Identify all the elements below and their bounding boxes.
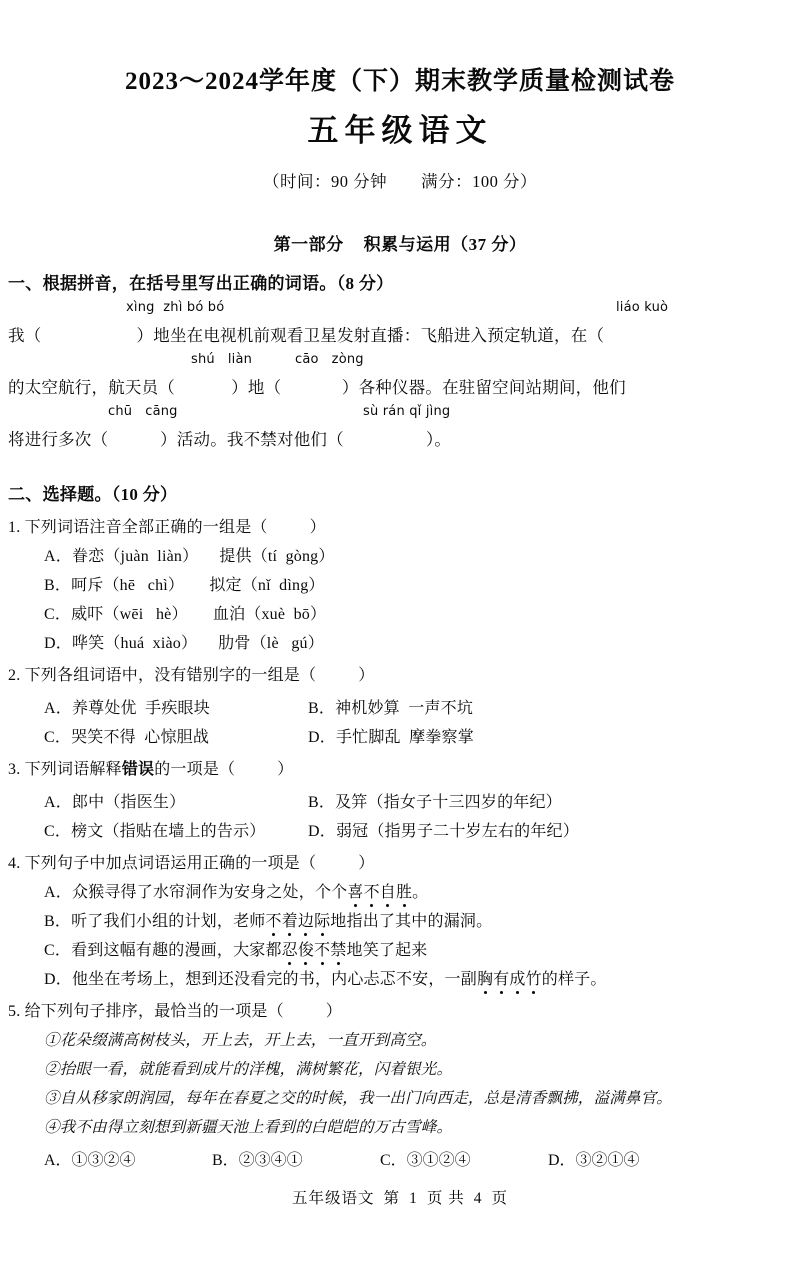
option-text-pre: A．众猴寻得了水帘洞作为安身之处，个个 xyxy=(44,883,348,901)
option-d[interactable]: D．手忙脚乱 摩拳察掌 xyxy=(308,728,474,746)
fill-line xyxy=(8,300,800,352)
exam-meta xyxy=(0,148,800,192)
exam-total-score: 满分：100 分） xyxy=(421,171,537,191)
fill-line-text[interactable]: 我（ ）地坐在电视机前观看卫星发射直播：飞船进入预定轨道，在（ xyxy=(8,325,605,345)
option-a[interactable]: A．郎中（指医生） xyxy=(44,793,186,811)
question-text: 给下列句子排序，最恰当的一项是（ ） xyxy=(24,1002,343,1020)
footer-page-pre: 第 xyxy=(383,1190,401,1207)
question-number: 3. xyxy=(8,760,21,778)
option-d[interactable] xyxy=(8,960,800,989)
option-row xyxy=(8,783,800,812)
option-emphasis: 喜不自胜 xyxy=(347,884,412,901)
question-stem xyxy=(8,653,800,685)
question-stem xyxy=(8,505,800,537)
question-3 xyxy=(0,747,800,841)
question-text: 下列各组词语中，没有错别字的一组是（ ） xyxy=(24,666,375,684)
option-list xyxy=(8,537,800,653)
footer-page-mid: 页 共 xyxy=(426,1190,465,1207)
fill-line xyxy=(8,352,800,404)
pinyin-fill-block xyxy=(0,294,800,456)
option-text-post: 地指出了其中的漏洞。 xyxy=(330,912,493,930)
option-text-post: 地笑了起来 xyxy=(346,941,428,959)
option-c[interactable]: C．榜文（指贴在墙上的告示） xyxy=(44,822,266,840)
option-text-post: 的样子。 xyxy=(541,970,607,988)
exam-time: （时间：90 分钟 xyxy=(263,171,388,191)
option-a[interactable]: A．①③②④ xyxy=(44,1151,136,1169)
footer-total-pages: 4 xyxy=(473,1190,483,1207)
question-number: 4. xyxy=(8,854,21,872)
question-1 xyxy=(0,505,800,653)
option-a[interactable]: A．眷恋（juàn liàn） 提供（tí gòng） xyxy=(44,547,335,565)
question-stem xyxy=(8,989,800,1021)
question-text: 下列句子中加点词语运用正确的一项是（ ） xyxy=(24,854,375,872)
option-a[interactable] xyxy=(8,873,800,902)
option-row xyxy=(8,812,800,841)
footer-subject: 五年级语文 xyxy=(292,1190,375,1207)
option-row xyxy=(8,718,800,747)
question-text-post: 的一项是（ ） xyxy=(154,760,294,778)
page-title: 2023～2024学年度（下）期末教学质量检测试卷 xyxy=(124,68,675,95)
pinyin-hint: sù rán qǐ jìng xyxy=(363,403,451,419)
question-number: 1. xyxy=(8,518,21,536)
option-b[interactable]: B．神机妙算 一声不坑 xyxy=(308,699,474,717)
part-name: 积累与运用（37 分） xyxy=(363,234,527,254)
subject-title: 五年级语文 xyxy=(307,112,493,148)
sentence-list xyxy=(8,1021,800,1137)
option-emphasis: 不着边际 xyxy=(265,913,330,930)
question-number: 2. xyxy=(8,666,21,684)
question-4 xyxy=(0,841,800,989)
question-5 xyxy=(0,989,800,1170)
question-text: 下列词语注音全部正确的一组是（ ） xyxy=(24,518,326,536)
option-d[interactable]: D．③②①④ xyxy=(548,1151,640,1169)
option-d[interactable]: D．弱冠（指男子二十岁左右的年纪） xyxy=(308,822,579,840)
option-a[interactable]: A．养尊处优 手疾眼块 xyxy=(44,699,210,717)
question-number: 5. xyxy=(8,1002,21,1020)
fill-line-text[interactable]: 将进行多次（ ）活动。我不禁对他们（ ）。 xyxy=(8,429,452,449)
sentence-item-4: ④我不由得立刻想到新疆天池上看到的白皑皑的万古雪峰。 xyxy=(44,1118,453,1136)
option-row xyxy=(8,689,800,718)
section-two-heading: 二、选择题。（10 分） xyxy=(8,484,178,504)
pinyin-hint: shú liàn xyxy=(191,351,253,367)
option-emphasis: 胸有成竹 xyxy=(477,971,542,988)
section-one-heading: 一、根据拼音，在括号里写出正确的词语。（8 分） xyxy=(8,273,394,293)
footer-page-number: 1 xyxy=(409,1190,418,1207)
pinyin-hint: liáo kuò xyxy=(616,299,669,315)
sentence-item-3: ③自从移家朗润园，每年在春夏之交的时候，我一出门向西走，总是清香飘拂，溢满鼻官。 xyxy=(44,1089,673,1107)
fill-line xyxy=(8,404,800,456)
fill-line-text[interactable]: 的太空航行，航天员（ ）地（ ）各种仪器。在驻留空间站期间，他们 xyxy=(8,377,626,397)
question-text-pre: 下列词语解释 xyxy=(24,760,122,778)
option-d[interactable]: D．哗笑（huá xiào） 肋骨（lè gú） xyxy=(44,634,324,652)
option-b[interactable]: B．呵斥（hē chì） 拟定（nǐ dìng） xyxy=(44,576,325,594)
question-2 xyxy=(0,653,800,747)
page-footer xyxy=(0,1186,800,1208)
option-c[interactable]: C．哭笑不得 心惊胆战 xyxy=(44,728,210,746)
option-list xyxy=(8,1137,800,1170)
sentence-item-2: ②抬眼一看，就能看到成片的洋槐，满树繁花，闪着银光。 xyxy=(44,1060,453,1078)
option-c[interactable] xyxy=(8,931,800,960)
option-text-pre: B．听了我们小组的计划，老师 xyxy=(44,912,266,930)
question-stem xyxy=(8,841,800,873)
option-c[interactable]: C．威吓（wēi hè） 血泊（xuè bō） xyxy=(44,605,327,623)
option-list xyxy=(8,779,800,841)
footer-page-post: 页 xyxy=(491,1190,508,1207)
part-label: 第一部分 xyxy=(273,234,344,254)
question-emphasis: 错误 xyxy=(121,760,155,778)
option-c[interactable]: C．③①②④ xyxy=(380,1151,471,1169)
pinyin-hint: chū cāng xyxy=(108,403,178,419)
option-emphasis: 忍俊不禁 xyxy=(282,942,347,959)
part-heading xyxy=(0,192,800,255)
option-b[interactable]: B．及笄（指女子十三四岁的年纪） xyxy=(308,793,562,811)
option-b[interactable]: B．②③④① xyxy=(212,1151,303,1169)
question-stem xyxy=(8,747,800,779)
sentence-item-1: ①花朵缀满高树枝头，开上去，开上去，一直开到高空。 xyxy=(44,1031,437,1049)
option-list xyxy=(8,685,800,747)
option-text-pre: D．他坐在考场上，想到还没看完的书，内心忐忑不安，一副 xyxy=(44,970,477,988)
pinyin-hint: cāo zòng xyxy=(295,351,364,367)
option-list xyxy=(8,873,800,989)
pinyin-hint: xìng zhì bó bó xyxy=(126,299,225,315)
option-text-post: 。 xyxy=(412,883,429,901)
option-text-pre: C．看到这幅有趣的漫画，大家都 xyxy=(44,941,282,959)
